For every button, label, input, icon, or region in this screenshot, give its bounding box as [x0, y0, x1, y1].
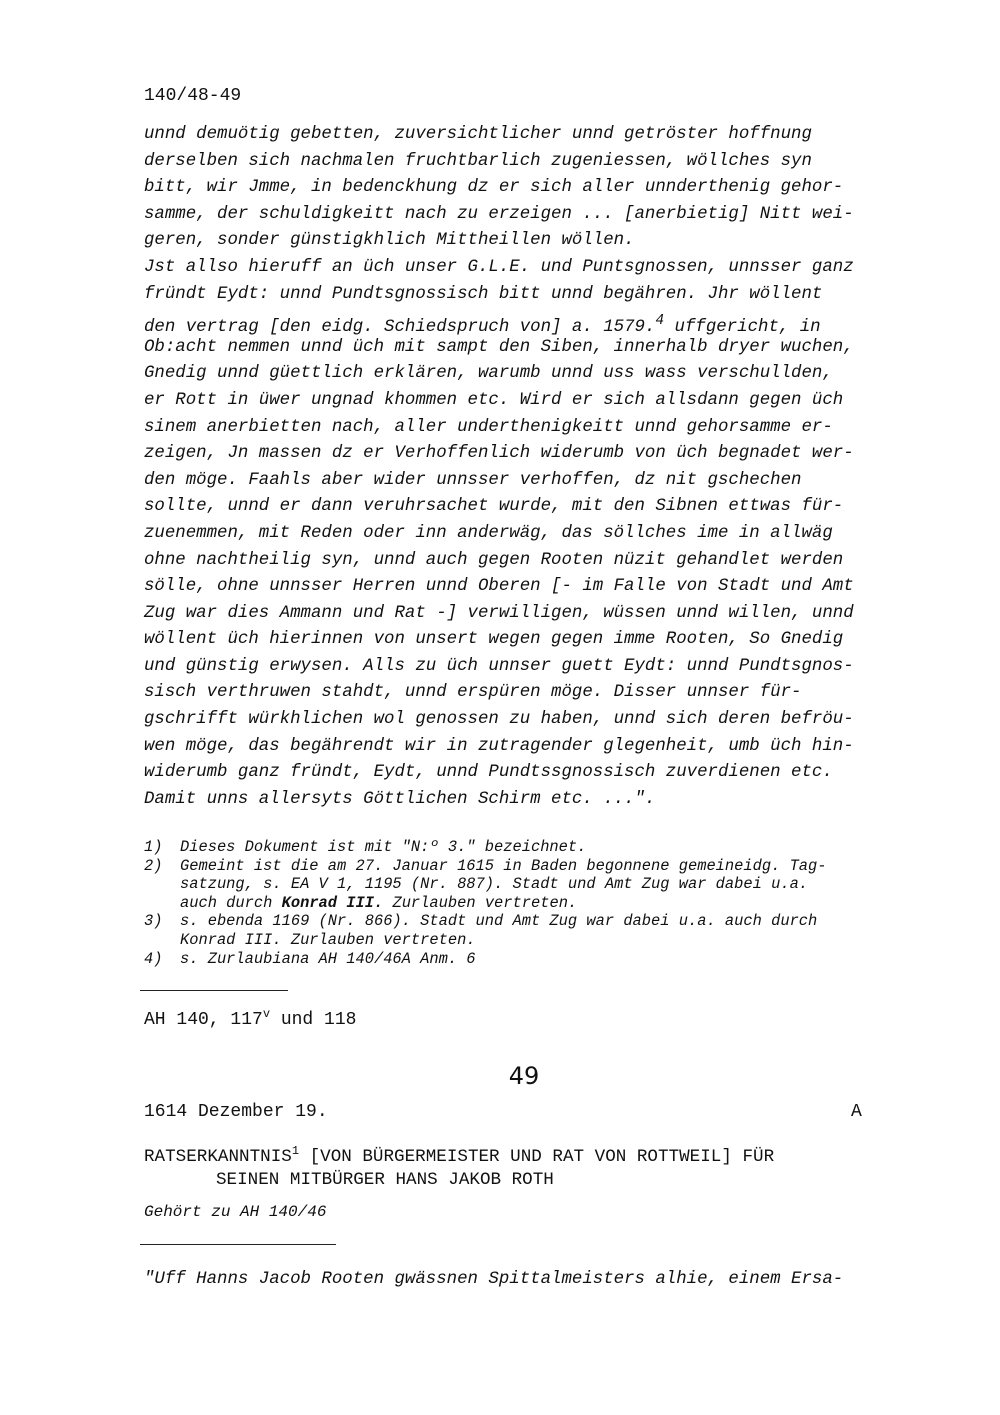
separator-rule [140, 990, 288, 991]
text-line: derselben sich nachmalen fruchtbarlich zugeniessen, wöllches syn [144, 151, 812, 171]
text-line: Gnedig unnd güettlich erklären, warumb unnd uss wass verschullden, [144, 364, 833, 384]
text-line: sisch verthruwen stahdt, unnd erspüren möge. Disser unnser für- [144, 683, 802, 703]
footnote-number: 1) [144, 838, 163, 856]
footnote [144, 857, 914, 913]
text-segment: uffgericht, in [664, 317, 821, 337]
title-line: SEINEN MITBÜRGER HANS JAKOB ROTH [216, 1169, 554, 1190]
document-date: 1614 Dezember 19. [144, 1102, 328, 1122]
footnote-text: s. Zurlaubiana AH 140/46A Anm. 6 [180, 949, 476, 968]
text-line-with-footnote [144, 308, 914, 335]
source-superscript: v [262, 1007, 271, 1021]
document-category: A [851, 1102, 862, 1122]
title-text: RATSERKANNTNIS [144, 1146, 292, 1167]
footnote-text: s. ebenda 1169 (Nr. 866). Stadt und Amt Zug war dabei u.a. auch durch Konrad III. Zurlauben vertreten. [180, 912, 818, 949]
belongs-to-note: Gehört zu AH 140/46 [144, 1203, 327, 1221]
text-line: unnd demuötig gebetten, zuversichtlicher unnd getröster hoffnung [144, 125, 812, 144]
text-line: fründt Eydt: unnd Pundtsgnossisch bitt unnd begähren. Jhr wöllent [144, 284, 823, 304]
footnote-text [180, 857, 827, 913]
text-line: zuenemmen, mit Reden oder inn anderwäg, das söllches ime in allwäg [144, 523, 833, 543]
source-text: AH 140, 117 [144, 1010, 263, 1030]
text-line: zeigen, Jn massen dz er Verhoffenlich widerumb von üch begnadet wer- [144, 444, 854, 464]
text-line: samme, der schuldigkeitt nach zu erzeigen ... [anerbietig] Nitt wei- [144, 204, 854, 224]
opening-quote-line: "Uff Hanns Jacob Rooten gwässnen Spittalmeisters alhie, einem Ersa- [144, 1270, 844, 1289]
text-line: und günstig erwysen. Alls zu üch unnser guett Eydt: unnd Pundtsgnos- [144, 656, 854, 676]
title-text: [VON BÜRGERMEISTER UND RAT VON ROTTWEIL] FÜR [299, 1146, 775, 1167]
text-line: Jst allso hieruff an üch unser G.L.E. und Puntsgnossen, unnsser ganz [144, 257, 854, 277]
document-number: 49 [508, 1062, 540, 1090]
footnote [144, 838, 914, 857]
footnote [144, 912, 914, 949]
footnote-text: Dieses Dokument ist mit "N:º 3." bezeichnet. [180, 838, 587, 856]
footnote-ref: 1 [291, 1144, 300, 1158]
text-line: sollte, unnd er dann veruhrsachet wurde, mit den Sibnen ettwas für- [144, 497, 844, 517]
footnote-number: 4) [144, 949, 163, 968]
footnote-bold-name: Konrad III. [281, 893, 384, 912]
title-line [144, 1140, 904, 1169]
text-line: gschrifft würkhlichen wol genossen zu haben, unnd sich deren befröu- [144, 710, 854, 730]
transcription-text [144, 122, 914, 813]
footnote-segment: Gemeint ist die am 27. Januar 1615 in Baden begonnene gemeineidg. Tag- satzung, s. EA V 1, 1195 (Nr. 887). Stadt und Amt Zug war dabei u.a. auch durch [180, 856, 827, 912]
footnote-segment: Zurlauben vertreten. [383, 893, 578, 912]
text-line: wen möge, das begährendt wir in zutragender glegenheit, umb üch hin- [144, 736, 854, 756]
text-line: Ob:acht nemmen unnd üch mit sampt den Siben, innerhalb dryer wuchen, [144, 337, 854, 357]
footnotes [144, 838, 914, 968]
text-line: geren, sonder günstigkhlich Mittheillen wöllen. [144, 231, 635, 251]
footnote-ref: 4 [655, 313, 665, 330]
document-title [144, 1140, 904, 1192]
footnote-number: 2) [144, 856, 163, 875]
text-segment: den vertrag [den eidg. Schiedspruch von] a. 1579. [144, 317, 656, 337]
text-line: den möge. Faahls aber wider unnsser verhoffen, dz nit gschechen [144, 470, 802, 490]
source-text: und 118 [270, 1010, 357, 1030]
page-reference: 140/48-49 [144, 86, 242, 106]
text-line: er Rott in üwer ungnad khommen etc. Wird er sich allsdann gegen üch [144, 390, 844, 410]
text-line: Damit unns allersyts Göttlichen Schirm etc. ...". [144, 789, 656, 809]
footnote [144, 950, 914, 969]
text-line: sinem anerbietten nach, aller underthenigkeitt unnd gehorsamme er- [144, 417, 833, 437]
text-line: widerumb ganz fründt, Eydt, unnd Pundtssgnossisch zuverdienen etc. [144, 763, 833, 783]
footnote-number: 3) [144, 912, 163, 931]
text-line: Zug war dies Ammann und Rat -] verwilligen, wüssen unnd willen, unnd [144, 603, 854, 623]
text-line: bitt, wir Jmme, in bedenckhung dz er sich aller unnderthenig gehor- [144, 178, 844, 198]
source-reference [144, 1007, 356, 1030]
text-line: sölle, ohne unnsser Herren unnd Oberen [- im Falle von Stadt und Amt [144, 577, 854, 597]
text-line: ohne nachtheilig syn, unnd auch gegen Rooten nüzit gehandlet werden [144, 550, 844, 570]
separator-rule [140, 1244, 336, 1245]
text-line: wöllent üch hierinnen von unsert wegen gegen imme Rooten, So Gnedig [144, 630, 844, 650]
